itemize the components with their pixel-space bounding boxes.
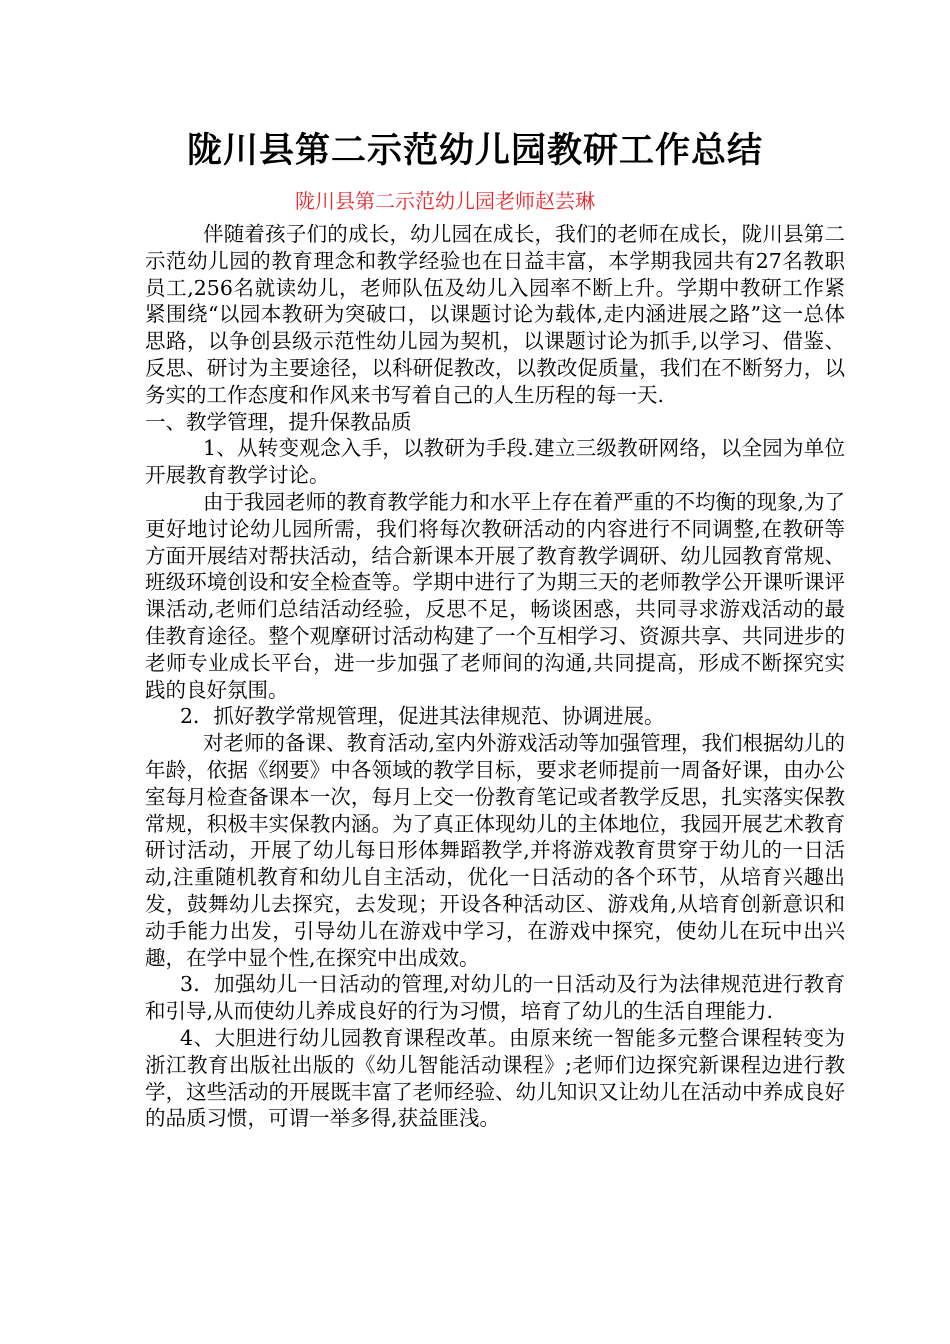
paragraph-item-4: 4、大胆进行幼儿园教育课程改革。由原来统一智能多元整合课程转变为浙江教育出版社出版的《幼儿智能活动课程》;老师们边探究新课程边进行教学，这些活动的开展既丰富了老师经验、幼儿知识又让幼儿在活动中养成良好的品质习惯，可谓一举多得,获益匪浅。: [145, 1025, 845, 1131]
document-body: [145, 221, 845, 1132]
document-title: 陇川县第二示范幼儿园教研工作总结: [186, 130, 763, 171]
paragraph-intro: 伴随着孩子们的成长，幼儿园在成长，我们的老师在成长，陇川县第二示范幼儿园的教育理念和教学经验也在日益丰富，本学期我园共有27名教职员工,256名就读幼儿，老师队伍及幼儿入园率不断上升。学期中教研工作紧紧围绕“以园本教研为突破口，以课题讨论为载体,走内涵进展之路”这一总体思路，以争创县级示范性幼儿园为契机，以课题讨论为抓手,以学习、借鉴、反思、研讨为主要途径，以科研促教改，以教改促质量，我们在不断努力，以务实的工作态度和作风来书写着自己的人生历程的每一天.: [145, 222, 845, 407]
paragraph-item-3: 3．加强幼儿一日活动的管理,对幼儿的一日活动及行为法律规范进行教育和引导,从而使幼儿养成良好的行为习惯，培育了幼儿的生活自理能力.: [145, 972, 845, 1024]
paragraph-item-2: 2．抓好教学常规管理，促进其法律规范、协调进展。: [180, 704, 665, 729]
paragraph-item-2-detail: 对老师的备课、教育活动,室内外游戏活动等加强管理，我们根据幼儿的年龄，依据《纲要》中各领域的教学目标，要求老师提前一周备好课，由办公室每月检查备课本一次，每月上交一份教育笔记或者教学反思，扎实落实保教常规，积极丰实保教内涵。为了真正体现幼儿的主体地位，我园开展艺术教育研讨活动，开展了幼儿每日形体舞蹈教学,并将游戏教育贯穿于幼儿的一日活动,注重随机教育和幼儿自主活动，优化一日活动的各个环节，从培育兴趣出发，鼓舞幼儿去探究，去发现；开设各种活动区、游戏角,从培育创新意识和动手能力出发，引导幼儿在游戏中学习，在游戏中探究，使幼儿在玩中出兴趣，在学中显个性,在探究中出成效。: [145, 731, 846, 970]
section-heading-1: 一、教学管理，提升保教品质: [145, 409, 412, 434]
paragraph-item-1: 1、从转变观念入手，以教研为手段.建立三级教研网络，以全园为单位开展教育教学讨论。: [145, 436, 845, 488]
paragraph-item-1-detail: 由于我园老师的教育教学能力和水平上存在着严重的不均衡的现象,为了更好地讨论幼儿园所需，我们将每次教研活动的内容进行不同调整,在教研等方面开展结对帮扶活动，结合新课本开展了教育教学调研、幼儿园教育常规、班级环境创设和安全检查等。学期中进行了为期三天的老师教学公开课听课评课活动,老师们总结活动经验，反思不足，畅谈困惑，共同寻求游戏活动的最佳教育途径。整个观摩研讨活动构建了一个互相学习、资源共享、共同进步的老师专业成长平台，进一步加强了老师间的沟通,共同提高，形成不断探究实践的良好氛围。: [145, 489, 846, 702]
document-author: 陇川县第二示范幼儿园老师赵芸琳: [295, 189, 595, 213]
